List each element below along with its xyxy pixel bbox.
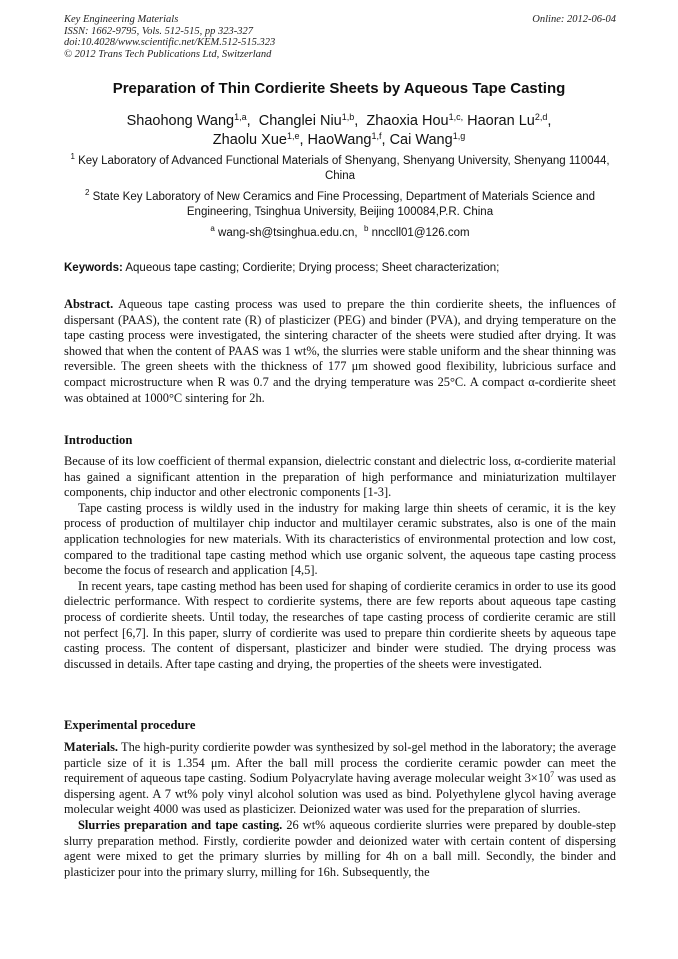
issn-line: ISSN: 1662-9795, Vols. 512-515, pp 323-327 xyxy=(64,25,253,37)
affiliation-mark: 2 xyxy=(84,188,90,197)
affiliation-text: State Key Laboratory of New Ceramics and Fine Processing, Department of Materials Science and Engineering, Tsinghua University, Beijing 100084,P.R. China xyxy=(92,191,596,218)
slurries-label: Slurries preparation and tape casting. xyxy=(78,817,283,832)
keywords-text: Aqueous tape casting; Cordierite; Drying process; Sheet characterization; xyxy=(125,262,500,274)
journal-header xyxy=(64,14,616,60)
abstract xyxy=(64,297,616,406)
author-name: HaoWang xyxy=(307,132,372,148)
email-address: wang-sh@tsinghua.edu.cn, xyxy=(218,227,358,239)
author-name: Changlei Niu xyxy=(258,113,342,129)
author-name: Cai Wang xyxy=(389,132,453,148)
email-mark: a xyxy=(210,224,215,233)
author-superscript: 1,e xyxy=(286,131,300,141)
experimental-body xyxy=(64,740,616,880)
doi-line: doi:10.4028/www.scientific.net/KEM.512-515.323 xyxy=(64,37,276,49)
email-address: nnccll01@126.com xyxy=(371,227,470,239)
author-superscript: 2,d xyxy=(534,112,548,122)
author-superscript: 1,f xyxy=(371,131,382,141)
author-superscript: 1,c, xyxy=(448,112,464,122)
online-date: Online: 2012-06-04 xyxy=(532,14,616,25)
author-name: Shaohong Wang xyxy=(126,113,235,129)
intro-paragraph-2: Tape casting process is wildly used in the industry for making large thin sheets of ceramic, it is the key process of production of multilayer chip inductor and multilayer ceramic substrates, also is one of the main application technologies for new materials. With its characteristics of environmental protection and low cost, compared to the traditional tape casting method which use organic solvent, the aqueous tape casting process become the focus of research and application [4,5]. xyxy=(64,500,616,578)
author-list: Shaohong Wang$^{1,a}$, Changlei Niu$^{1,b}$, Zhaoxia Hou$^{1,c,}$ Haoran Lu$^{2,d}$, Zhaolu Xue$^{1,e}$, HaoWang$^{1,f}$, Cai Wang$^{1,g}$ xyxy=(126,112,552,148)
abstract-text: Aqueous tape casting process was used to prepare the thin cordierite sheets, the influences of dispersant (PAAS), the content rate (R) of plasticizer (PEG) and binder (PVA), and drying temperature on the tape casting process were investigated, the sintering character of the sheets were studied after drying. It was showed that when the content of PAAS was 1 wt%, the slurries were stable uniform and the shear thinning was reversible. The green sheets with the thickness of 177 μm showed good flexibility, lubricious surface and compact microstructure when R was 0.7 and the drying temperature was 25°C. A compact α-cordierite sheet was obtained at 1000°C sintering for 2h. xyxy=(64,297,616,405)
experimental-heading: Experimental procedure xyxy=(64,718,196,732)
slurries-text: 26 wt% aqueous cordierite slurries were prepared by double-step slurry preparation method. Firstly, cordierite powder and deionized water with certain content of dispersing agent were mixed to get the primary slurries by milling for 4h on a ball mill. Secondly, the binder and plasticizer pour into the primary slurry, milling for 16h. Subsequently, the xyxy=(64,817,616,879)
author-name: Zhaoxia Hou xyxy=(366,113,449,129)
materials-text-1: The high-purity cordierite powder was synthesized by sol-gel method in the laboratory; the average particle size of it is 1.354 μm. After the ball mill process the cordierite ceramic powder can meet the requirement of aqueous tape casting. Sodium Polyacrylate having average molecular weight 3×10 xyxy=(64,740,617,786)
keywords-label: Keywords: xyxy=(64,262,123,274)
affiliation-2 xyxy=(64,190,616,220)
keywords xyxy=(64,262,616,274)
affiliation-1 xyxy=(64,154,616,184)
paper-title: Preparation of Thin Cordierite Sheets by Aqueous Tape Casting xyxy=(112,80,566,97)
author-superscript: 1,a xyxy=(234,112,247,122)
email-line xyxy=(64,226,616,241)
author-superscript: 1,g xyxy=(452,131,466,141)
abstract-label: Abstract. xyxy=(64,297,114,311)
author-name: Haoran Lu xyxy=(467,113,535,129)
introduction-heading: Introduction xyxy=(64,433,133,447)
affiliation-mark: 1 xyxy=(70,152,75,161)
materials-exponent: 7 xyxy=(550,770,555,780)
author-name: Zhaolu Xue xyxy=(212,132,287,148)
intro-paragraph-1: Because of its low coefficient of thermal expansion, dielectric constant and dielectric loss, α-cordierite material has gained a significant attention in the preparation of high performance and miniaturization multilayer components, chip inductor and other electronic components [1-3]. xyxy=(64,454,616,500)
email-mark: b xyxy=(363,224,369,233)
copyright-line: © 2012 Trans Tech Publications Ltd, Switzerland xyxy=(64,48,272,60)
author-superscript: 1,b xyxy=(341,112,355,122)
materials-label: Materials. xyxy=(64,740,119,754)
introduction-body xyxy=(64,454,616,672)
intro-paragraph-3: In recent years, tape casting method has been used for shaping of cordierite ceramics in order to use its good dielectric performance. With respect to cordierite systems, there are few reports about aqueous tape casting process of cordierite sheets. Until today, the researches of tape casting process of cordierite ceramic are still not perfect [6,7]. In this paper, slurry of cordierite was used to prepare thin cordierite sheets by aqueous tape casting process. The content of dispersant, plasticizer and binder were studied. The drying process was discussed in details. After tape casting and drying, the properties of the sheets were investigated. xyxy=(64,578,616,671)
materials-text-2: was used as dispersing agent. A 7 wt% poly vinyl alcohol solution was used as bind. Polyethylene glycol having average molecular weight 4000 was used as plasticizer. Deionized water was used for the preparation of slurries. xyxy=(64,771,616,817)
journal-name: Key Engineering Materials xyxy=(64,14,179,25)
affiliation-text: Key Laboratory of Advanced Functional Materials of Shenyang, Shenyang University, Shenyang 110044, China xyxy=(78,155,610,182)
